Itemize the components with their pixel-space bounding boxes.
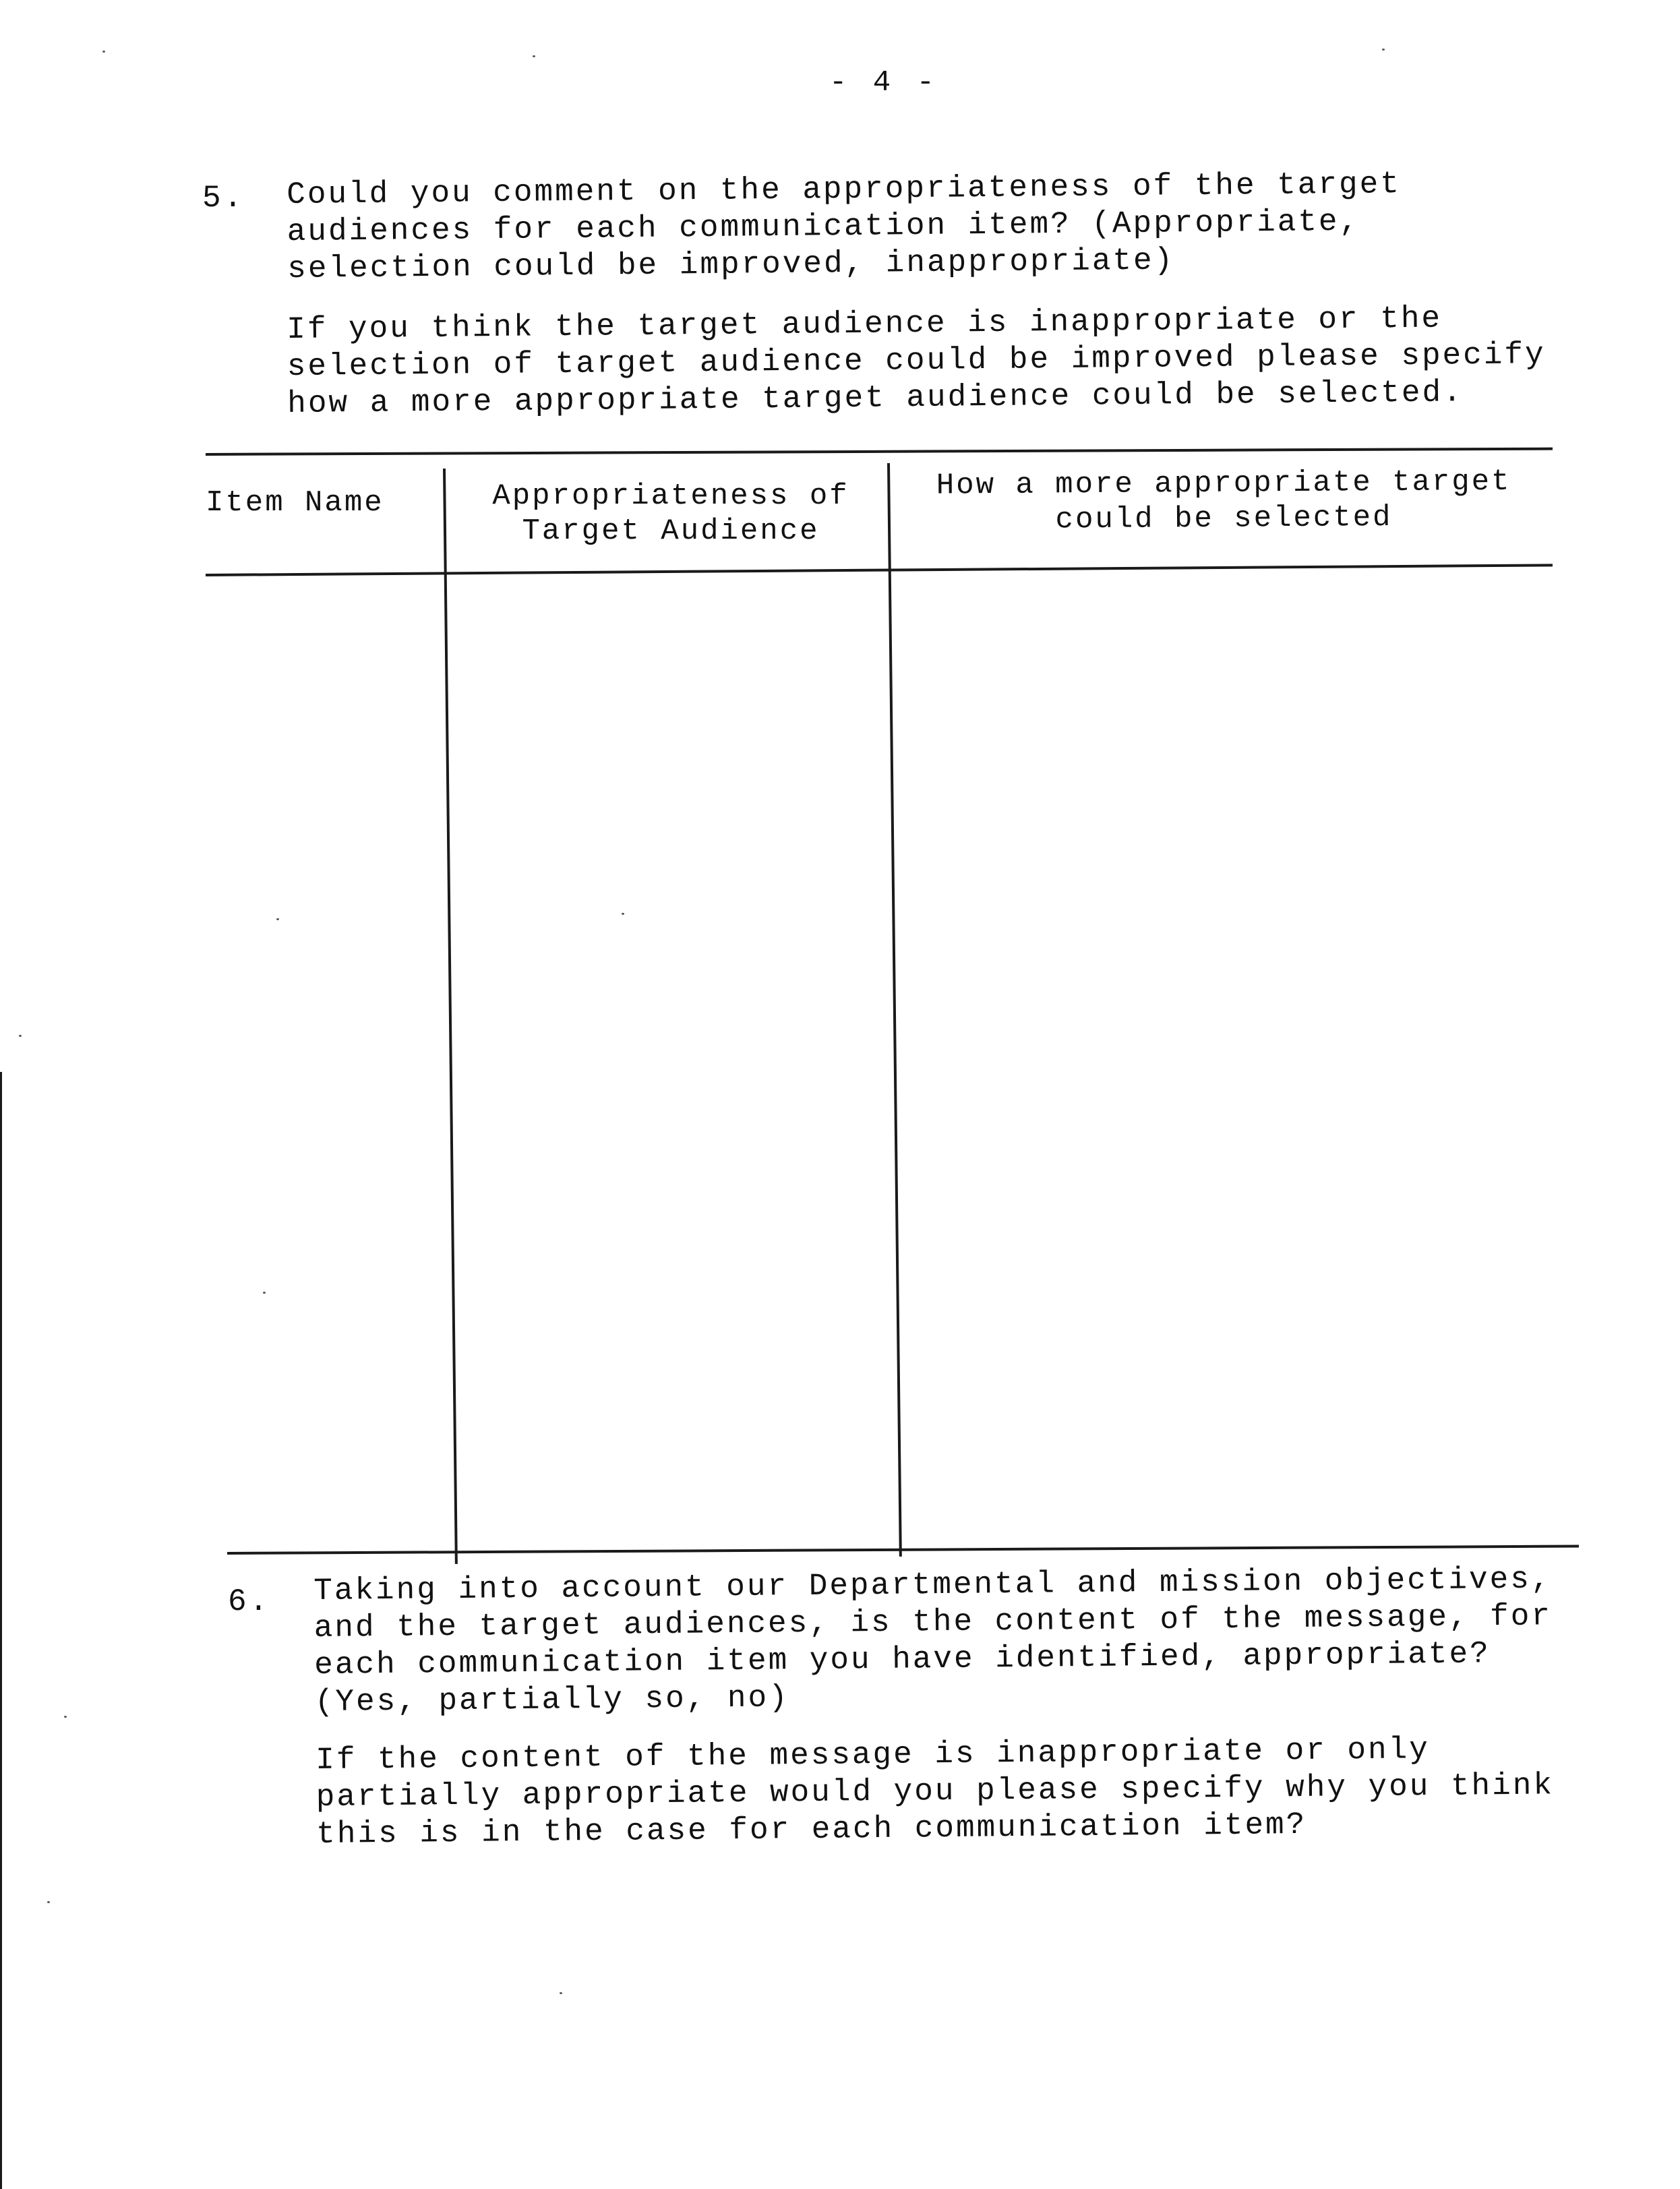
column-header-line: Item Name xyxy=(206,486,384,520)
scan-speck xyxy=(102,51,105,53)
question-5-line: selection could be improved, inappropriate) xyxy=(287,243,1175,287)
table-column-divider-1 xyxy=(443,469,458,1564)
question-5-followup-line: If you think the target audience is inappropriate or the xyxy=(287,301,1443,347)
scan-speck xyxy=(263,1292,266,1294)
question-5-line: audiences for each communication item? (Appropriate, xyxy=(287,204,1360,249)
scan-speck xyxy=(1382,49,1385,51)
question-6-number: 6. xyxy=(228,1584,271,1619)
table-header-rule xyxy=(206,564,1553,576)
page-scan-edge xyxy=(0,1072,2,2189)
scan-speck xyxy=(19,1035,22,1037)
question-6-followup-line: If the content of the message is inappropriate or only xyxy=(316,1732,1431,1778)
column-header-how-selected xyxy=(903,464,1544,539)
question-6-followup xyxy=(316,1730,1555,1853)
question-5-followup xyxy=(287,299,1546,423)
question-6-followup-line: partially appropriate would you please specify why you think xyxy=(316,1768,1555,1815)
scan-speck xyxy=(47,1901,50,1903)
scan-speck xyxy=(622,913,624,915)
column-header-line: Target Audience xyxy=(522,514,820,548)
question-5-text xyxy=(287,166,1402,288)
column-header-line: How a more appropriate target xyxy=(936,464,1511,503)
column-header-appropriateness xyxy=(465,479,876,549)
column-header-item-name xyxy=(206,485,435,520)
question-6-line: (Yes, partially so, no) xyxy=(314,1680,789,1720)
question-5-number: 5. xyxy=(202,181,245,216)
question-6-line: Taking into account our Departmental and mission objectives, xyxy=(313,1561,1552,1609)
question-6-line: and the target audiences, is the content of the message, for xyxy=(313,1598,1553,1646)
question-6-line: each communication item you have identified, appropriate? xyxy=(314,1636,1491,1683)
question-5-followup-line: how a more appropriate target audience could be selected. xyxy=(287,375,1464,421)
scan-speck xyxy=(560,1992,562,1994)
question-6-text xyxy=(313,1561,1553,1721)
page-number: - 4 - xyxy=(829,66,939,100)
table-bottom-rule xyxy=(227,1545,1579,1555)
table-top-rule xyxy=(206,448,1553,456)
table-column-divider-2 xyxy=(887,463,902,1557)
scan-speck xyxy=(533,55,535,57)
column-header-line: could be selected xyxy=(1055,500,1393,537)
scan-speck xyxy=(276,918,279,920)
question-6-followup-line: this is in the case for each communication item? xyxy=(316,1807,1307,1852)
column-header-line: Appropriateness of xyxy=(492,479,849,513)
question-5-followup-line: selection of target audience could be improved please specify xyxy=(287,337,1546,384)
question-5-line: Could you comment on the appropriateness of the target xyxy=(287,167,1402,212)
scan-speck xyxy=(64,1716,67,1718)
